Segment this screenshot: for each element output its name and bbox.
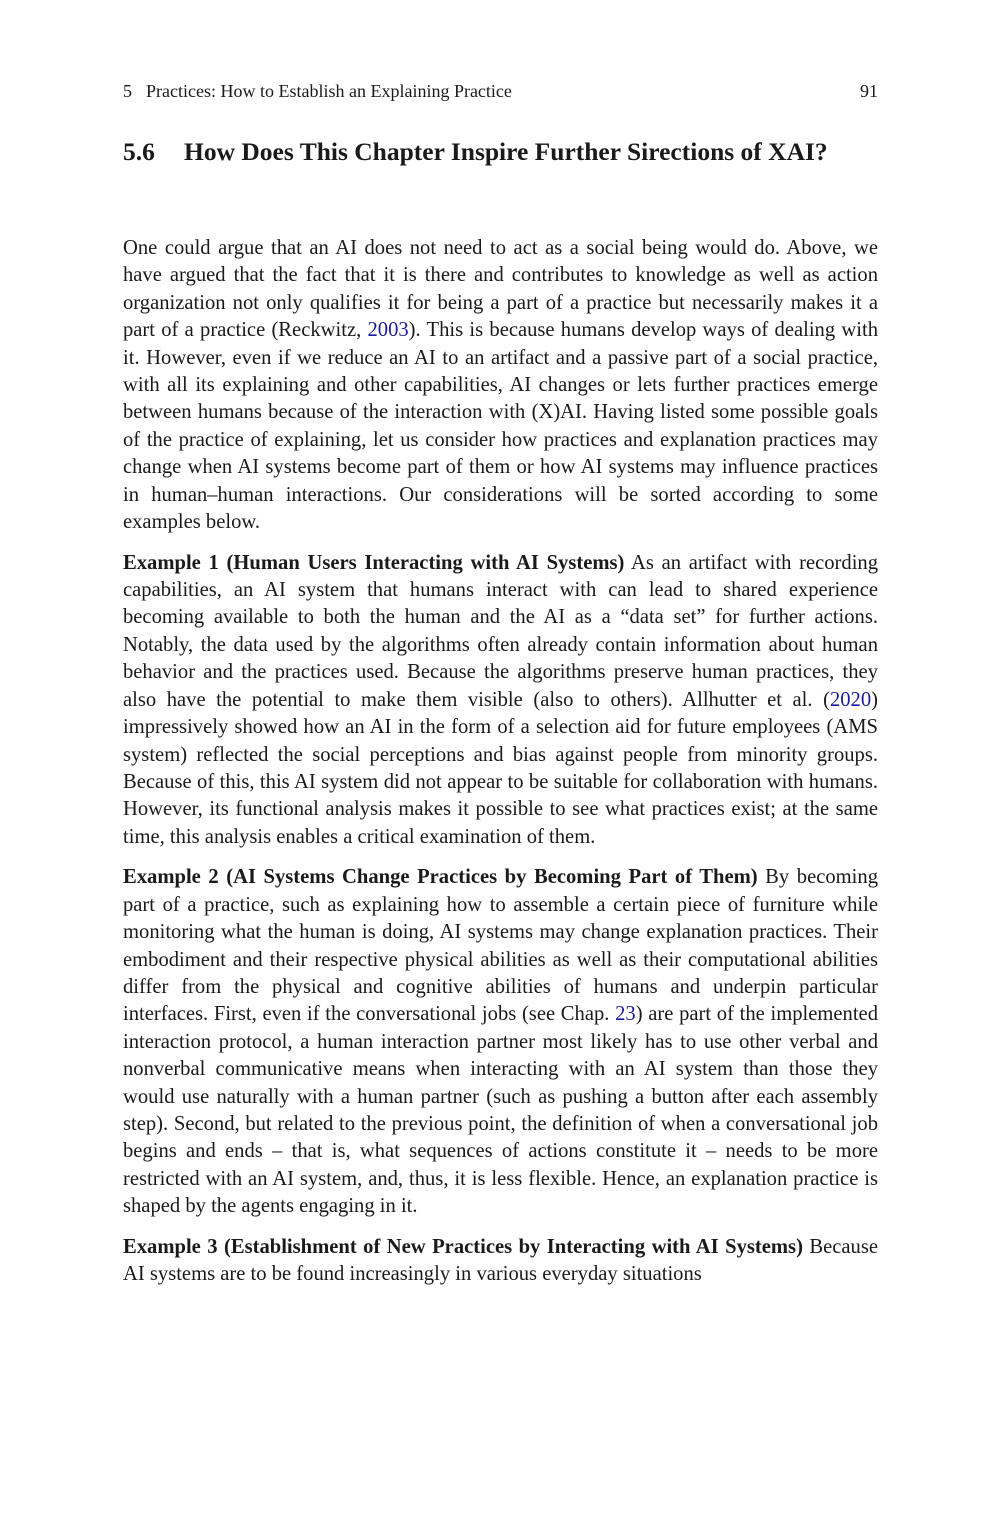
- paragraph-example-3: [123, 1234, 878, 1289]
- chapter-link-23[interactable]: 23: [615, 1003, 636, 1026]
- citation-link-allhutter[interactable]: 2020: [829, 688, 872, 711]
- chapter-title: Practices: How to Establish an Explaining Practice: [146, 81, 512, 101]
- section-heading: [123, 136, 878, 167]
- running-head: [123, 79, 878, 103]
- chapter-number: 5: [123, 81, 132, 101]
- section-title: How Does This Chapter Inspire Further Sirections of XAI?: [184, 137, 828, 166]
- paragraph-example-2: [123, 864, 878, 1220]
- paragraph-example-1: [123, 550, 878, 851]
- paragraph-text: ) impressively showed how an AI in the form of a selection aid for future employees (AMS system) reflected the social perceptions and bias against people from minority groups. Because of this, this AI system did not appear to be suitable for collaboration with humans. However, its functional analysis makes it possible to see what practices exist; at the same time, this analysis enables a critical examination of them.: [123, 688, 878, 848]
- example-1-heading: Example 1 (Human Users Interacting with AI Systems): [123, 551, 625, 574]
- paragraph-text: By becoming part of a practice, such as explaining how to assemble a certain piece of furniture while monitoring what the human is doing, AI systems may change explanation practices. Their embodiment and their respective physical abilities as well as their computational abilities differ from the physical and cognitive abilities of humans and underpin particular interfaces. First, even if the conversational jobs (see Chap.: [123, 866, 878, 1026]
- paragraph-text: As an artifact with recording capabilities, an AI system that humans interact with can lead to shared experience becoming available to both the human and the AI as a “data set” for further actions. Notably, the data used by the algorithms often already contain information about human behavior and the practices used. Because the algorithms preserve human practices, they also have the potential to make them visible (also to others). Allhutter et al. (: [123, 551, 879, 711]
- paragraph-text: ) are part of the implemented interaction protocol, a human interaction partner most likely has to use other verbal and nonverbal communicative means when interacting with an AI system than those they would use naturally with a human partner (such as pushing a button after each assembly step). Second, but related to the previous point, the definition of when a conversational job begins and ends – that is, what sequences of actions constitute it – needs to be more restricted with an AI system, and, thus, it is less flexible. Hence, an explanation practice is shaped by the agents engaging in it.: [123, 1003, 878, 1218]
- page-number: 91: [860, 81, 878, 101]
- example-3-heading: Example 3 (Establishment of New Practices by Interacting with AI Systems): [123, 1235, 803, 1258]
- paragraph-text: ). This is because humans develop ways of dealing with it. However, even if we reduce an AI to an artifact and a passive part of a social practice, with all its explaining and other capabilities, AI changes or lets further practices emerge between humans because of the interaction with (X)AI. Having listed some possible goals of the practice of explaining, let us consider how practices and explanation practices may change when AI systems become part of them or how AI systems may influence practices in human–human interactions. Our considerations will be sorted according to some examples below.: [123, 319, 878, 534]
- section-number: 5.6: [123, 137, 155, 166]
- paragraph-text: One could argue that an AI does not need to act as a social being would do. Above, we have argued that the fact that it is there and contributes to knowledge as well as action organization not only qualifies it for being a part of a practice but necessarily makes it a part of a practice (Reckwitz,: [123, 237, 878, 342]
- running-head-left: [123, 79, 512, 103]
- body-text: [123, 235, 878, 1302]
- paragraph-text: Because AI systems are to be found increasingly in various everyday situations: [123, 1235, 878, 1286]
- citation-link-reckwitz[interactable]: 2003: [367, 319, 409, 342]
- example-2-heading: Example 2 (AI Systems Change Practices by Becoming Part of Them): [123, 866, 758, 889]
- paragraph-intro: [123, 235, 878, 536]
